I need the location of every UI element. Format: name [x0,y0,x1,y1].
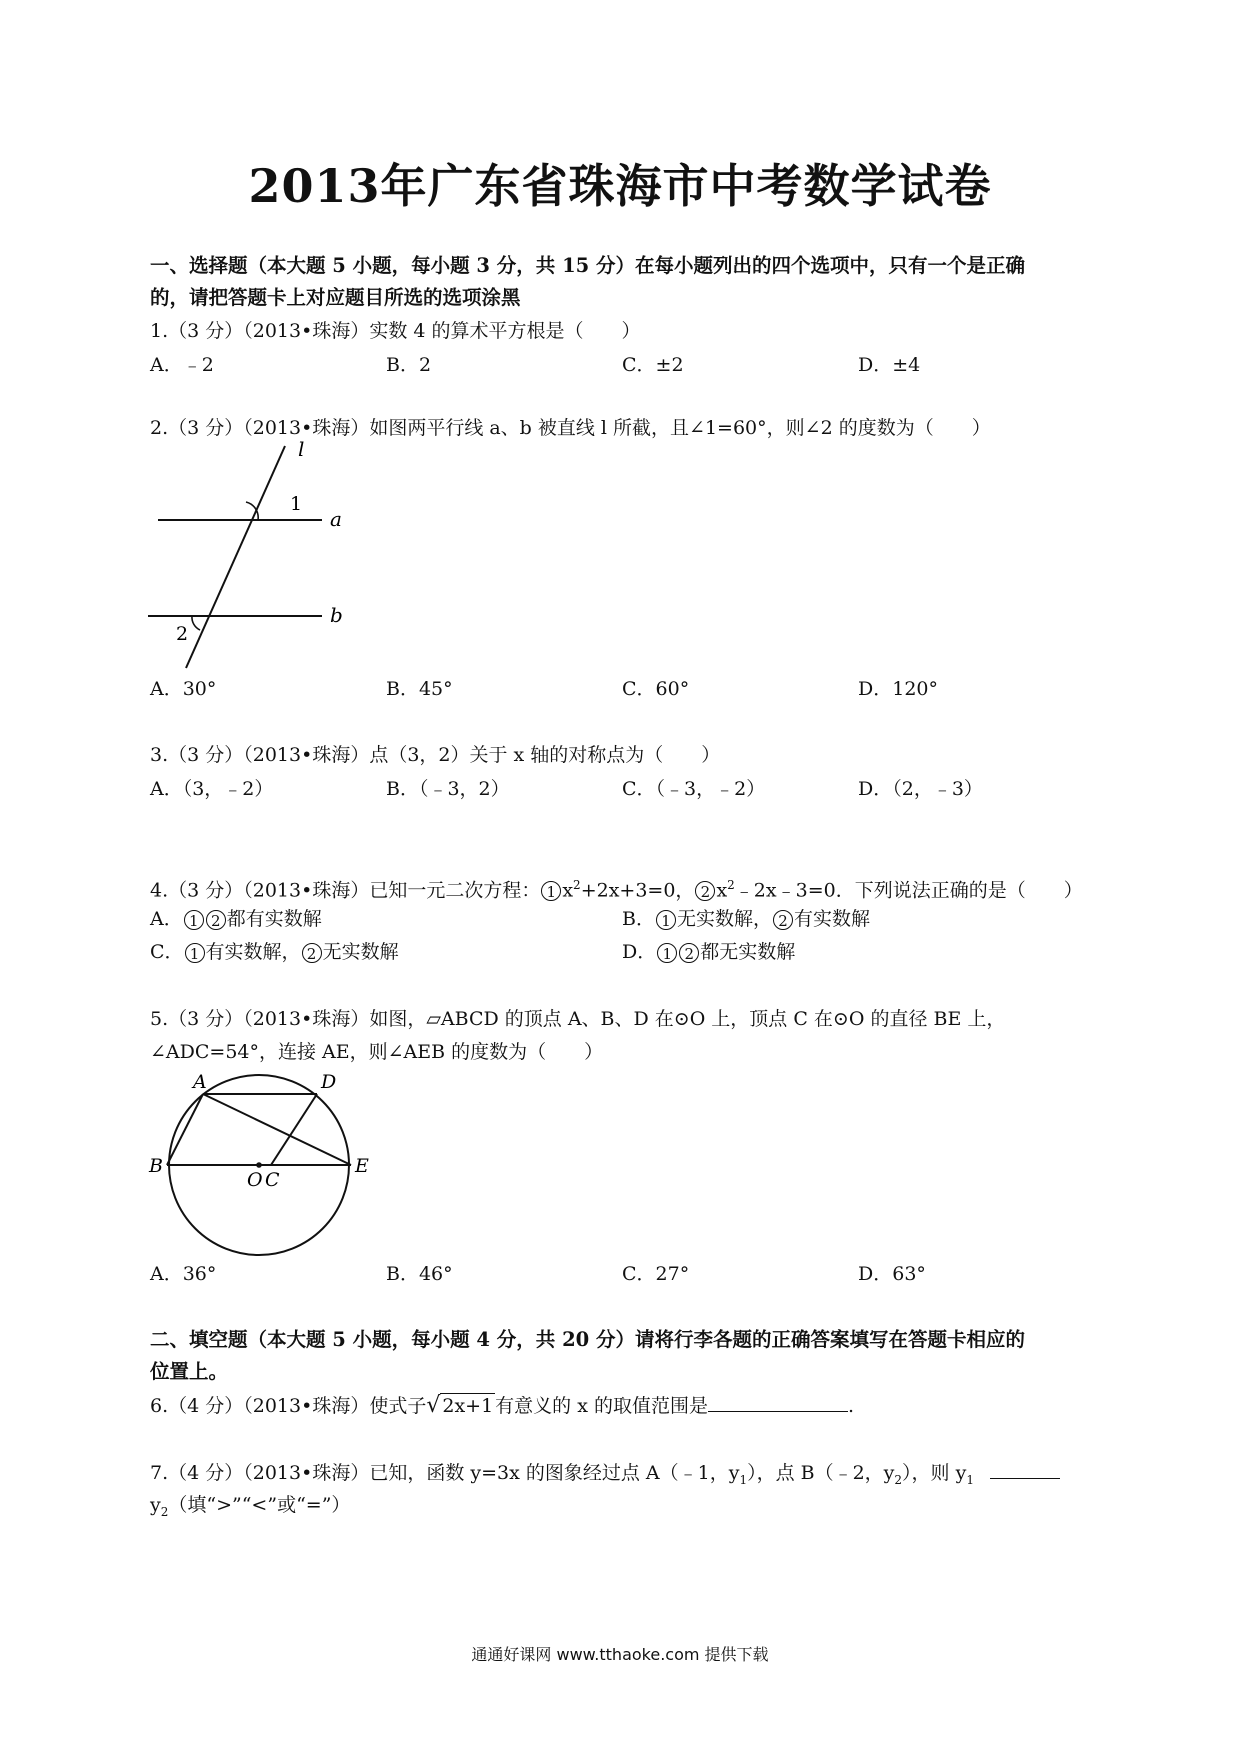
q7-line2-var: y [150,1494,161,1516]
section1-heading-line1: 一、选择题（本大题 5 小题，每小题 3 分，共 15 分）在每小题列出的四个选项中，只有一个是正确 [150,254,1026,277]
q4-option-d-text: 都无实数解 [700,941,796,963]
q4-option-a [150,907,322,931]
center-point-o [256,1162,262,1168]
sqrt-icon: √ [426,1393,441,1418]
q7-text-c: ），则 y [902,1462,967,1484]
q2-stem: 2.（3 分）（2013•珠海）如图两平行线 a、b 被直线 l 所截，且∠1=60°，则∠2 的度数为（ ） [150,417,991,439]
q6-radicand: 2x+1 [442,1395,494,1417]
q6-stem-start: 6.（4 分）（2013•珠海）使式子 [150,1395,427,1417]
q7-stem-line2 [150,1493,350,1524]
q1-option-b: B．2 [386,354,432,376]
label-A: A [193,1071,207,1093]
q3-option-d: D．（2，﹣3） [858,778,983,800]
q4-option-d-prefix: D． [622,941,657,963]
q4-eq1-rest: +2x+3=0， [580,879,695,902]
q3-stem: 3.（3 分）（2013•珠海）点（3，2）关于 x 轴的对称点为（ ） [150,744,721,766]
circled-number-2: 2 [206,910,226,930]
label-a: a [330,507,342,531]
q4-eq2-var: x [716,879,728,902]
q7-sub2: 2 [894,1472,903,1487]
q4-option-c-text2: 无实数解 [322,941,399,963]
q4-option-b [622,907,870,931]
q3-option-b: B．（﹣3，2） [386,778,510,800]
q5-option-d: D．63° [858,1263,926,1285]
label-angle1: 1 [290,493,303,515]
circled-number-2: 2 [773,910,793,930]
q7-answer-blank[interactable] [990,1460,1060,1479]
q6-answer-blank[interactable] [708,1393,848,1412]
q7-sub3: 1 [966,1472,974,1487]
label-D: D [321,1071,337,1093]
label-angle2: 2 [176,623,189,645]
section1-heading-line2: 的，请把答题卡上对应题目所选的选项涂黑 [150,286,521,309]
q2-option-b: B．45° [386,678,453,700]
q1-option-c: C．±2 [622,354,684,376]
page-footer: 通通好课网 www.tthaoke.com 提供下载 [471,1645,769,1664]
q1-stem: 1.（3 分）（2013•珠海）实数 4 的算术平方根是（ ） [150,320,641,342]
q4-option-a-text: 都有实数解 [226,908,322,930]
circled-number-1: 1 [184,910,204,930]
q5-circle-parallelogram-figure [145,1060,385,1260]
segment-ab [167,1094,203,1165]
circled-number-2: 2 [302,943,322,963]
q3-option-a: A．（3，﹣2） [150,778,274,800]
q4-option-b-text2: 有实数解 [793,908,870,930]
circled-number-1: 1 [657,943,677,963]
label-O: O [247,1169,263,1191]
q4-option-c-prefix: C． [150,941,184,963]
q7-sub1: 1 [739,1472,748,1487]
label-B: B [149,1155,163,1177]
q4-eq1-var: x [562,879,574,902]
q6-period: . [847,1395,855,1417]
q5-option-c: C．27° [622,1263,690,1285]
q4-option-b-prefix: B． [622,908,655,930]
q7-line2-text: （填“>”“<”或“=”） [168,1494,351,1516]
q4-eq2-exponent: 2 [727,878,735,892]
q2-option-d: D．120° [858,678,938,700]
q3-option-c: C．（﹣3，﹣2） [622,778,766,800]
q4-stem [150,873,1083,902]
q5-option-a: A．36° [150,1263,217,1285]
q4-option-c [150,940,399,964]
circled-number-1: 1 [656,910,676,930]
q2-option-c: C．60° [622,678,690,700]
circled-number-2: 2 [695,881,715,901]
q7-stem-line1 [150,1460,1060,1492]
label-l: l [298,440,305,461]
q7-text-a: 7.（4 分）（2013•珠海）已知，函数 y=3x 的图象经过点 A（﹣1，y [150,1462,740,1484]
q5-stem-line2: ∠ADC=54°，连接 AE，则∠AEB 的度数为（ ） [150,1041,604,1063]
q7-line2-sub: 2 [160,1504,169,1519]
q1-option-a: A．﹣2 [150,354,214,376]
circled-number-2: 2 [679,943,699,963]
page-title: 2013年广东省珠海市中考数学试卷 [248,159,992,213]
section2-heading-line1: 二、填空题（本大题 5 小题，每小题 4 分，共 20 分）请将行李各题的正确答案填写在答题卡相应的 [150,1328,1026,1351]
q4-eq2-rest: ﹣2x﹣3=0．下列说法正确的是（ ） [734,879,1083,902]
q4-option-a-prefix: A． [150,908,183,930]
q6-stem-end: 有意义的 x 的取值范围是 [495,1395,708,1417]
q4-option-c-text1: 有实数解， [205,941,301,963]
q2-parallel-lines-figure [140,440,360,675]
label-E: E [355,1155,369,1177]
q4-option-b-text1: 无实数解， [676,908,772,930]
q5-stem-line1: 5.（3 分）（2013•珠海）如图，▱ABCD 的顶点 A、B、D 在⊙O 上，顶点 C 在⊙O 的直径 BE 上， [150,1008,1006,1030]
section2-heading-line2: 位置上。 [150,1360,229,1383]
q1-option-d: D．±4 [858,354,921,376]
q5-option-b: B．46° [386,1263,453,1285]
q6-stem [150,1393,854,1418]
circled-number-1: 1 [185,943,205,963]
label-C: C [265,1169,280,1191]
q4-option-d [622,940,795,964]
angle2-arc [192,616,200,630]
angle1-arc [246,502,258,520]
q4-stem-start: 4.（3 分）（2013•珠海）已知一元二次方程： [150,879,541,902]
q2-option-a: A．30° [150,678,217,700]
circled-number-1: 1 [541,881,561,901]
label-b: b [330,603,343,627]
q7-text-b: ），点 B（﹣2，y [747,1462,895,1484]
q4-eq1-exponent: 2 [573,878,581,892]
transversal-line-l [186,446,285,668]
